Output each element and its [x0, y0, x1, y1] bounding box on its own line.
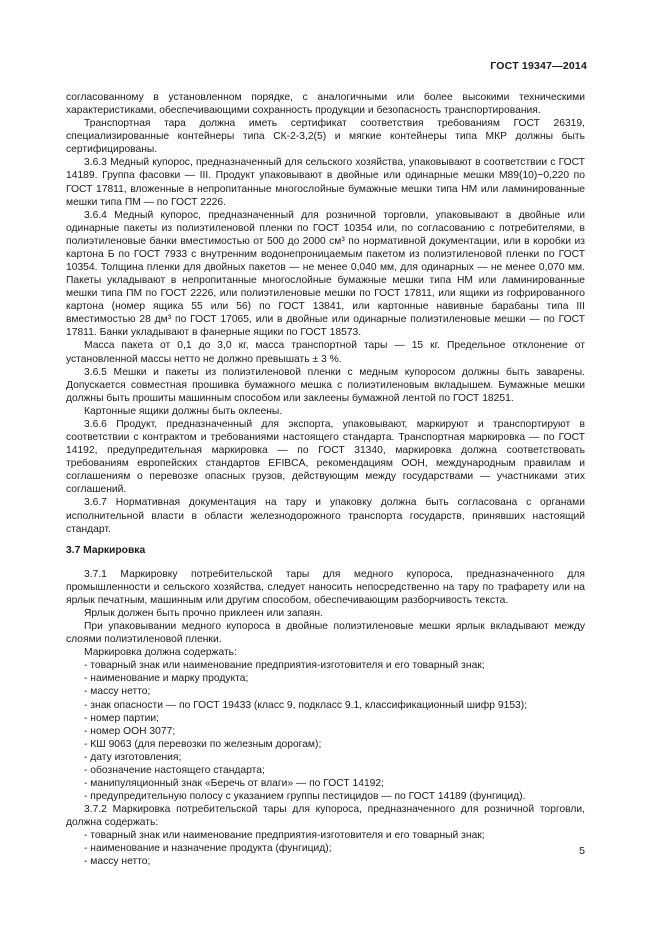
paragraph: Маркировка должна содержать: [84, 647, 237, 659]
section-heading: 3.7 Маркировка [66, 544, 146, 556]
paragraph: Картонные ящики должны быть оклеены. [84, 405, 283, 417]
list-item: - манипуляционный знак «Беречь от влаги» — по ГОСТ 14192; [84, 777, 384, 789]
paragraph: 3.6.6 Продукт, предназначенный для экспорта, упаковывают, маркируют и транспортируют в соответствии с контрактом и требованиями настоящего стандарта. Транспортная маркировка — по ГОСТ 14192, предупредительная маркировка — по ГОСТ 31340, маркировка должна соответствовать требованиям европейских стандартов EFIBCA, рекомендациям ООН, международным правилам и соглашениям о перевозке опасных грузов, действующим между государствами — участниками этих соглашений. [66, 418, 585, 496]
paragraph: Транспортная тара должна иметь сертификат соответствия требованиям ГОСТ 26319, специализированные контейнеры типа СК-2-3,2(5) и мягкие контейнеры типа МКР должны быть сертифицированы. [66, 118, 585, 156]
list-item: - предупредительную полосу с указанием группы пестицидов — по ГОСТ 14189 (фунгицид). [84, 791, 526, 803]
paragraph: Масса пакета от 0,1 до 3,0 кг, масса транспортной тары — 15 кг. Предельное отклонение от установленной массы нетто не должно превышать ± 3 %. [66, 340, 585, 365]
document-header-standard: ГОСТ 19347—2014 [490, 60, 587, 72]
paragraph: 3.7.2 Маркировка потребительской тары для купороса, предназначенного для розничной торговли, должна содержать: [66, 804, 585, 829]
list-item: - товарный знак или наименование предприятия-изготовителя и его товарный знак; [84, 660, 485, 672]
list-item: - номер ООН 3077; [84, 725, 176, 737]
list-item: - товарный знак или наименование предприятия-изготовителя и его товарный знак; [84, 830, 485, 842]
list-item: - дату изготовления; [84, 751, 182, 763]
paragraph: 3.7.1 Маркировку потребительской тары для медного купороса, предназначенного для промышленности и сельского хозяйства, следует наносить непосредственно на тару по трафарету или на ярлык печатным, машинным или другим способом, обеспечивающим разборчивость текста. [66, 568, 585, 606]
list-item: - наименование и марку продукта; [84, 673, 249, 685]
paragraph-continuation: согласованному в установленном порядке, с аналогичными или более высокими техническими характеристиками, обеспечивающими сохранность продукции и безопасность транспортирования. [66, 92, 585, 117]
list-item: - массу нетто; [84, 686, 151, 698]
list-item: - массу нетто; [84, 856, 151, 868]
paragraph: 3.6.7 Нормативная документация на тару и упаковку должна быть согласована с органами исполнительной власти в области железнодорожного транспорта государств, принявших настоящий стандарт. [66, 497, 585, 535]
document-body [66, 91, 585, 869]
page-number: 5 [579, 845, 585, 857]
list-item: - КШ 9063 (для перевозки по железным дорогам); [84, 738, 322, 750]
paragraph: Ярлык должен быть прочно приклеен или запаян. [84, 607, 323, 619]
paragraph: 3.6.4 Медный купорос, предназначенный для розничной торговли, упаковывают в двойные или одинарные пакеты из полиэтиленовой пленки по ГОСТ 10354 или, по согласованию с потребителями, в полиэтиленовые банки вместимостью от 500 до 2000 см³ по нормативной документации, или в коробки из картона Б по ГОСТ 7933 с внутренним водонепроницаемым пакетом из полиэтиленовой пленки по ГОСТ 10354. Толщина пленки для двойных пакетов — не менее 0,040 мм, для одинарных — не менее 0,070 мм. Пакеты укладывают в непропитанные многослойные бумажные мешки типа НМ или ламинированные мешки типа ПМ по ГОСТ 2226, или полиэтиленовые мешки по ГОСТ 17811, или ящики из гофрированного картона (номер ящика 55 или 56) по ГОСТ 13841, или картонные навивные барабаны типа III вместимостью 28 дм³ по ГОСТ 17065, или в двойные или одинарные полиэтиленовые мешки — по ГОСТ 17811. Банки укладывают в фанерные ящики по ГОСТ 18573. [66, 209, 585, 339]
list-item: - номер партии; [84, 712, 159, 724]
paragraph: 3.6.3 Медный купорос, предназначенный для сельского хозяйства, упаковывают в соответствии с ГОСТ 14189. Группа фасовки — III. Продукт упаковывают в двойные или одинарные мешки М89(10)−0,220 по ГОСТ 17811, вложенные в непропитанные многослойные бумажные мешки типа НМ или ламинированные мешки типа ПМ — по ГОСТ 2226. [66, 157, 585, 208]
paragraph: При упаковывании медного купороса в двойные полиэтиленовые мешки ярлык вкладывают между слоями полиэтиленовой пленки. [66, 621, 585, 646]
list-item: - обозначение настоящего стандарта; [84, 764, 265, 776]
list-item: - наименование и назначение продукта (фунгицид); [84, 843, 332, 855]
list-item: - знак опасности — по ГОСТ 19433 (класс 9, подкласс 9.1, классификационный шифр 9153); [84, 699, 528, 711]
paragraph: 3.6.5 Мешки и пакеты из полиэтиленовой пленки с медным купоросом должны быть заварены. Допускается совместная прошивка бумажного мешка с полиэтиленовым вкладышем. Бумажные мешки должны быть прошиты машинным способом или заклеены бумажной лентой по ГОСТ 18251. [66, 366, 585, 404]
